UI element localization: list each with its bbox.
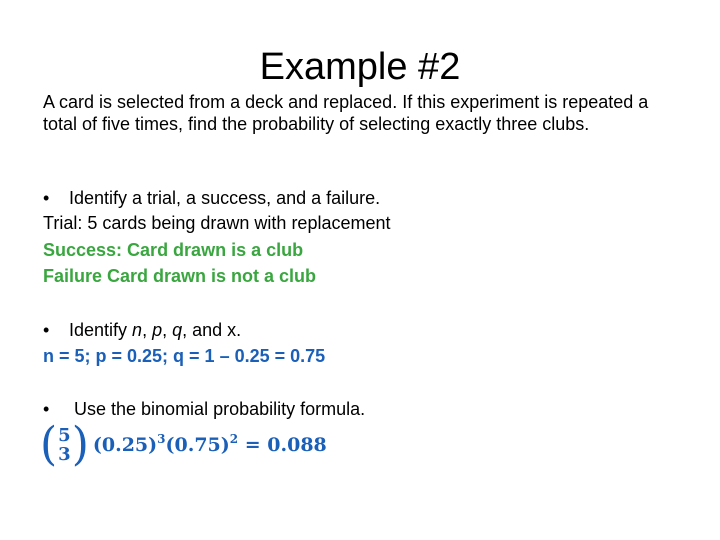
exponent-n-minus-x: 2 [229, 432, 239, 446]
step3-bullet [43, 397, 365, 421]
var-p: p [152, 320, 163, 340]
step3-prompt: Use the binomial probability formula. [69, 399, 366, 419]
sep2: , [162, 320, 173, 340]
success-line: Success: Card drawn is a club [43, 240, 304, 260]
paren-left: ( [40, 417, 58, 472]
slide-title: Example #2 [259, 46, 461, 88]
var-n: n [132, 320, 143, 340]
var-q: q [172, 320, 183, 340]
formula-expression [93, 434, 327, 456]
problem-statement: A card is selected from a deck and replaced. If this experiment is repeated a total of five times, find the probability of selecting exactly three clubs. [43, 92, 649, 134]
binomial-formula [40, 417, 327, 472]
binom-stack [58, 426, 71, 464]
step2-prompt-post: , and x. [182, 320, 242, 340]
parameters-line: n = 5; p = 0.25; q = 1 – 0.25 = 0.75 [43, 346, 326, 366]
step1-prompt: Identify a trial, a success, and a failure. [69, 188, 381, 208]
bullet-dot: • [43, 399, 50, 419]
step2-prompt-pre: Identify [69, 320, 133, 340]
sep1: , [142, 320, 153, 340]
binom-top: 5 [58, 425, 71, 446]
bullet-dot: • [43, 188, 50, 208]
paren-right: ) [71, 417, 89, 472]
step1-bullet [43, 186, 380, 210]
exponent-x: 3 [157, 432, 166, 446]
term-q: (0.75) [165, 434, 230, 456]
binom-bottom: 3 [58, 444, 71, 465]
trial-line: Trial: 5 cards being drawn with replacement [43, 213, 391, 233]
failure-line: Failure Card drawn is not a club [43, 266, 317, 286]
binomial-coefficient [40, 417, 89, 472]
term-p: (0.25) [92, 434, 158, 456]
step2-bullet [43, 318, 241, 342]
bullet-dot: • [43, 320, 50, 340]
formula-result: = 0.088 [238, 434, 327, 456]
